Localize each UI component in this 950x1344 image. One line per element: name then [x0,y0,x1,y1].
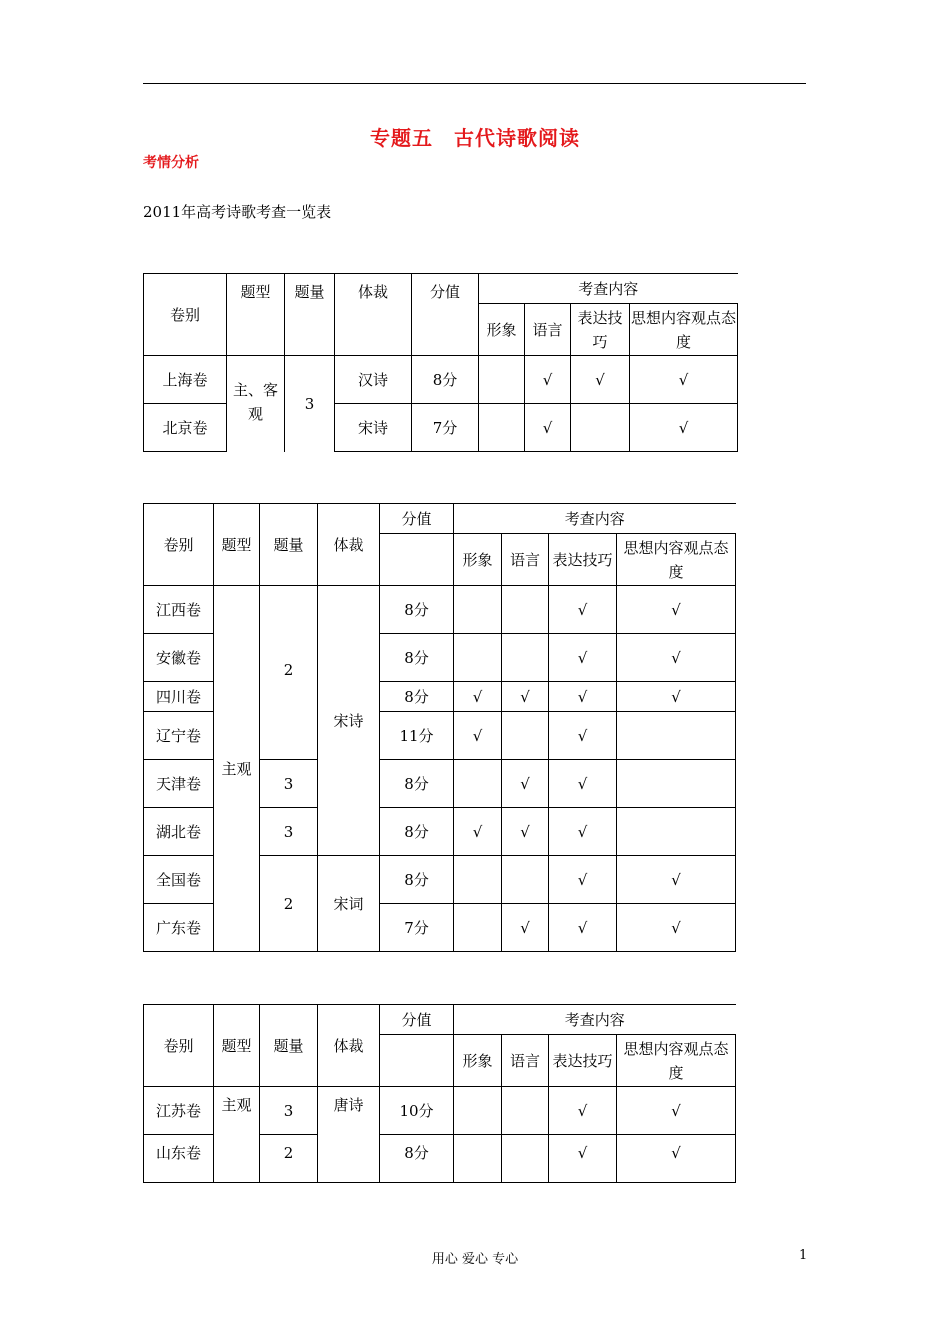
section-heading: 考情分析 [143,155,199,171]
cell-fenzhi: 8分 [380,808,454,856]
header-sixiang: 思想内容观点态度 [617,534,736,586]
cell-yuyan [502,634,549,682]
cell-tixing: 主、客观 [227,356,285,452]
cell-fenzhi: 8分 [380,760,454,808]
cell-ticai: 汉诗 [335,356,412,404]
header-kaocha: 考查内容 [479,274,738,304]
cell-ticai: 宋诗 [335,404,412,452]
cell-biaoda: √ [549,760,617,808]
cell-xingxiang [454,1135,502,1183]
cell-biaoda: √ [549,808,617,856]
cell-sixiang: √ [617,634,736,682]
header-xingxiang: 形象 [454,1035,502,1087]
header-yuyan: 语言 [502,1035,549,1087]
cell-yuyan [502,712,549,760]
page-title: 专题五 古代诗歌阅读 [370,126,580,150]
cell-fenzhi: 10分 [380,1087,454,1135]
header-xingxiang: 形象 [479,304,525,356]
page-footer: 用心 爱心 专心 [431,1252,519,1267]
header-kaocha: 考查内容 [454,1005,736,1035]
cell-tiliang: 2 [260,586,318,760]
header-yuyan: 语言 [502,534,549,586]
cell-fenzhi: 8分 [380,1135,454,1183]
header-juan: 卷别 [144,504,214,586]
cell-biaoda: √ [549,1135,617,1183]
cell-juan: 辽宁卷 [144,712,214,760]
cell-yuyan: √ [525,356,571,404]
cell-tiliang: 3 [260,1087,318,1135]
cell-biaoda: √ [549,856,617,904]
cell-juan: 天津卷 [144,760,214,808]
header-tixing: 题型 [214,1005,260,1087]
header-juan: 卷别 [144,274,227,356]
cell-juan: 上海卷 [144,356,227,404]
header-kaocha: 考查内容 [454,504,736,534]
cell-tiliang: 3 [260,808,318,856]
header-ticai: 体裁 [318,1005,380,1087]
cell-sixiang: √ [630,404,738,452]
cell-juan: 全国卷 [144,856,214,904]
cell-ticai: 宋词 [318,856,380,952]
cell-xingxiang: √ [454,682,502,712]
cell-xingxiang [454,634,502,682]
cell-biaoda: √ [549,1087,617,1135]
cell-juan: 湖北卷 [144,808,214,856]
cell-tiliang: 2 [260,1135,318,1183]
cell-fenzhi: 8分 [412,356,479,404]
cell-xingxiang [454,760,502,808]
cell-sixiang: √ [617,682,736,712]
cell-yuyan: √ [502,904,549,952]
cell-biaoda: √ [571,356,630,404]
cell-biaoda: √ [549,586,617,634]
header-biaoda: 表达技巧 [571,304,630,356]
header-tiliang: 题量 [260,1005,318,1087]
cell-yuyan: √ [502,682,549,712]
header-tixing: 题型 [227,274,285,356]
cell-fenzhi: 7分 [412,404,479,452]
header-biaoda: 表达技巧 [549,1035,617,1087]
cell-juan: 江苏卷 [144,1087,214,1135]
cell-xingxiang: √ [454,808,502,856]
cell-xingxiang [454,904,502,952]
header-tiliang: 题量 [285,274,335,356]
cell-juan: 四川卷 [144,682,214,712]
cell-fenzhi: 8分 [380,586,454,634]
cell-tixing: 主观 [214,586,260,952]
cell-fenzhi: 8分 [380,634,454,682]
header-fenzhi-blank [380,1035,454,1087]
cell-sixiang: √ [617,1087,736,1135]
cell-biaoda [571,404,630,452]
cell-sixiang [617,760,736,808]
header-fenzhi: 分值 [380,1005,454,1035]
cell-sixiang [617,712,736,760]
cell-xingxiang: √ [454,712,502,760]
cell-yuyan [502,586,549,634]
header-tixing: 题型 [214,504,260,586]
cell-yuyan: √ [525,404,571,452]
cell-juan: 江西卷 [144,586,214,634]
header-sixiang: 思想内容观点态度 [630,304,738,356]
cell-sixiang: √ [617,1135,736,1183]
cell-juan: 广东卷 [144,904,214,952]
cell-sixiang: √ [630,356,738,404]
cell-biaoda: √ [549,634,617,682]
cell-sixiang: √ [617,856,736,904]
header-xingxiang: 形象 [454,534,502,586]
cell-yuyan: √ [502,808,549,856]
header-sixiang: 思想内容观点态度 [617,1035,736,1087]
cell-ticai: 唐诗 [318,1087,380,1183]
cell-juan: 北京卷 [144,404,227,452]
cell-yuyan: √ [502,760,549,808]
cell-tixing: 主观 [214,1087,260,1183]
header-fenzhi: 分值 [412,274,479,356]
header-ticai: 体裁 [335,274,412,356]
header-juan: 卷别 [144,1005,214,1087]
cell-yuyan [502,1087,549,1135]
cell-xingxiang [479,404,525,452]
cell-fenzhi: 7分 [380,904,454,952]
header-biaoda: 表达技巧 [549,534,617,586]
header-yuyan: 语言 [525,304,571,356]
cell-biaoda: √ [549,682,617,712]
cell-fenzhi: 8分 [380,856,454,904]
cell-sixiang [617,808,736,856]
cell-sixiang: √ [617,904,736,952]
exam-table-3 [143,1004,736,1183]
cell-xingxiang [454,586,502,634]
cell-xingxiang [454,1087,502,1135]
cell-tiliang: 2 [260,856,318,952]
header-ticai: 体裁 [318,504,380,586]
cell-ticai: 宋诗 [318,586,380,856]
table-caption: 2011年高考诗歌考查一览表 [143,203,332,221]
header-fenzhi-blank [380,534,454,586]
cell-biaoda: √ [549,712,617,760]
cell-fenzhi: 11分 [380,712,454,760]
cell-yuyan [502,856,549,904]
page-number: 1 [799,1248,808,1263]
cell-juan: 山东卷 [144,1135,214,1183]
cell-tiliang: 3 [260,760,318,808]
cell-tiliang: 3 [285,356,335,452]
exam-table-1 [143,273,738,452]
header-tiliang: 题量 [260,504,318,586]
header-fenzhi: 分值 [380,504,454,534]
header-rule [143,83,806,84]
cell-biaoda: √ [549,904,617,952]
cell-xingxiang [479,356,525,404]
exam-table-2 [143,503,736,952]
cell-xingxiang [454,856,502,904]
cell-sixiang: √ [617,586,736,634]
cell-juan: 安徽卷 [144,634,214,682]
cell-yuyan [502,1135,549,1183]
cell-fenzhi: 8分 [380,682,454,712]
